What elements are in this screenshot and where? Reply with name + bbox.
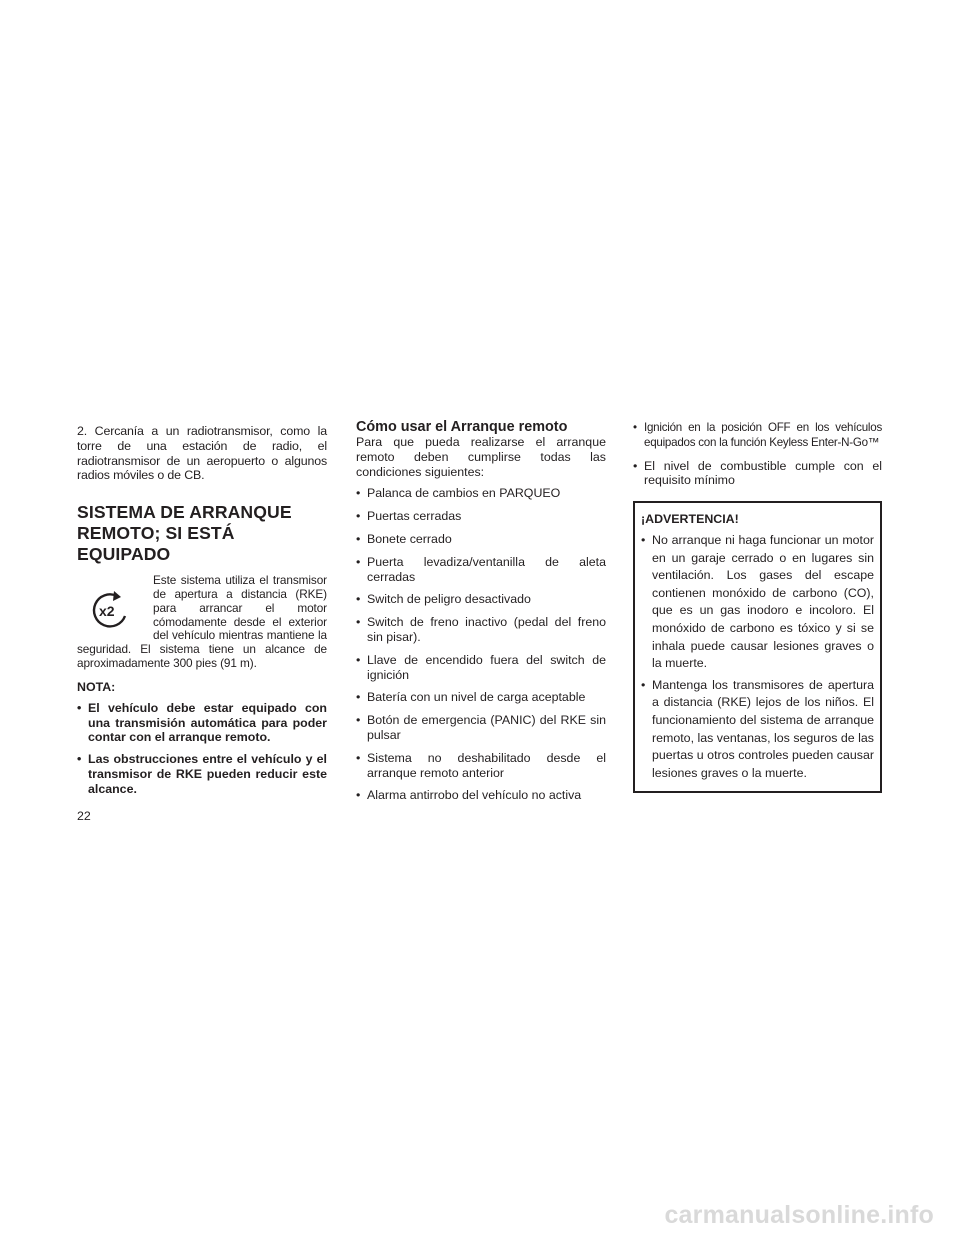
rke-section [77,574,327,671]
bullet-icon: • [356,486,361,501]
section-title: SISTEMA DE ARRANQUE REMOTO; SI ESTÁ EQUIPADO [77,502,292,565]
note-list [77,701,327,797]
bullet-icon: • [356,531,361,546]
condition-item: • Sistema no deshabilitado desde el arranque remoto anterior [356,750,606,780]
condition-item: • Alarma antirrobo del vehículo no activa [356,788,582,803]
watermark: carmanualsonline.info [664,1201,934,1229]
bullet-icon: • [641,532,646,547]
condition-item: • Ignición en la posición OFF en los vehículos equipados con la función Keyless Enter-N-Go™ [633,421,882,449]
condition-item: • Switch de freno inactivo (pedal del freno sin pisar). [356,615,606,644]
bullet-icon: • [356,690,361,705]
conditions-list [356,486,606,803]
conditions-list-continued [633,421,882,488]
bullet-icon: • [356,788,361,803]
bullet-icon: • [641,677,646,692]
remote-start-icon [87,588,131,632]
bullet-icon: • [356,592,361,607]
condition-item: • Bonete cerrado [356,531,452,546]
condition-item: • Botón de emergencia (PANIC) del RKE sin pulsar [356,713,606,742]
bullet-icon: • [77,752,82,767]
bullet-icon: • [356,750,361,765]
page-number: 22 [77,809,91,823]
remote-start-icon-label: x2 [99,603,115,620]
condition-item: • Palanca de cambios en PARQUEO [356,486,561,501]
condition-item: • El nivel de combustible cumple con el requisito mínimo [633,458,882,488]
warning-box [633,501,882,793]
warning-item: • No arranque ni haga funcionar un motor en un garaje cerrado o en lugares sin ventilación. Los gases del escape contienen monóxido de carbono (CO), que es un gas inodoro e incoloro. El monóxido de carbono es tóxico y si se inhala puede causar lesiones graves o la muerte. [641,532,874,671]
condition-item: • Batería con un nivel de carga aceptable [356,690,586,705]
bullet-icon: • [356,554,361,569]
note-item: • Las obstrucciones entre el vehículo y el transmisor de RKE pueden reducir este alcance. [77,752,327,796]
column-left [77,424,327,797]
condition-item: • Llave de encendido fuera del switch de ignición [356,652,606,682]
bullet-icon: • [356,713,361,728]
rke-paragraph: Este sistema utiliza el transmisor de apertura a distancia (RKE) para arrancar el motor cómodamente desde el exterior del vehículo mientras mantiene la seguridad. El sistema tiene un alcance de aproximadamente 300 pies (91 m). [77,574,327,670]
bullet-icon: • [356,652,361,667]
condition-item: • Puerta levadiza/ventanilla de aleta cerradas [356,554,606,584]
intro-paragraph: 2. Cercanía a un radiotransmisor, como la torre de una estación de radio, el radiotransmisor de un aeropuerto o algunos radios móviles o de CB. [77,424,327,483]
condition-item: • Puertas cerradas [356,509,462,524]
bullet-icon: • [633,421,637,434]
column-right [633,421,882,793]
conditions-lead: Para que pueda realizarse el arranque remoto deben cumplirse todas las condiciones siguientes: [356,435,606,479]
bullet-icon: • [356,509,361,524]
warning-item: • Mantenga los transmisores de apertura a distancia (RKE) lejos de los niños. El funcionamiento del sistema de arranque remoto, las ventanas, los seguros de las puertas u otros controles pueden causar lesiones graves o la muerte. [641,677,874,780]
bullet-icon: • [633,458,638,473]
column-middle [356,419,606,803]
bullet-icon: • [77,700,82,715]
note-title: NOTA: [77,679,116,694]
note-item: • El vehículo debe estar equipado con una transmisión automática para poder contar con el arranque remoto. [77,700,327,745]
condition-item: • Switch de peligro desactivado [356,592,531,607]
warning-title: ¡ADVERTENCIA! [641,512,739,527]
bullet-icon: • [356,615,361,630]
warning-list [641,532,874,782]
subsection-title: Cómo usar el Arranque remoto [356,419,568,435]
